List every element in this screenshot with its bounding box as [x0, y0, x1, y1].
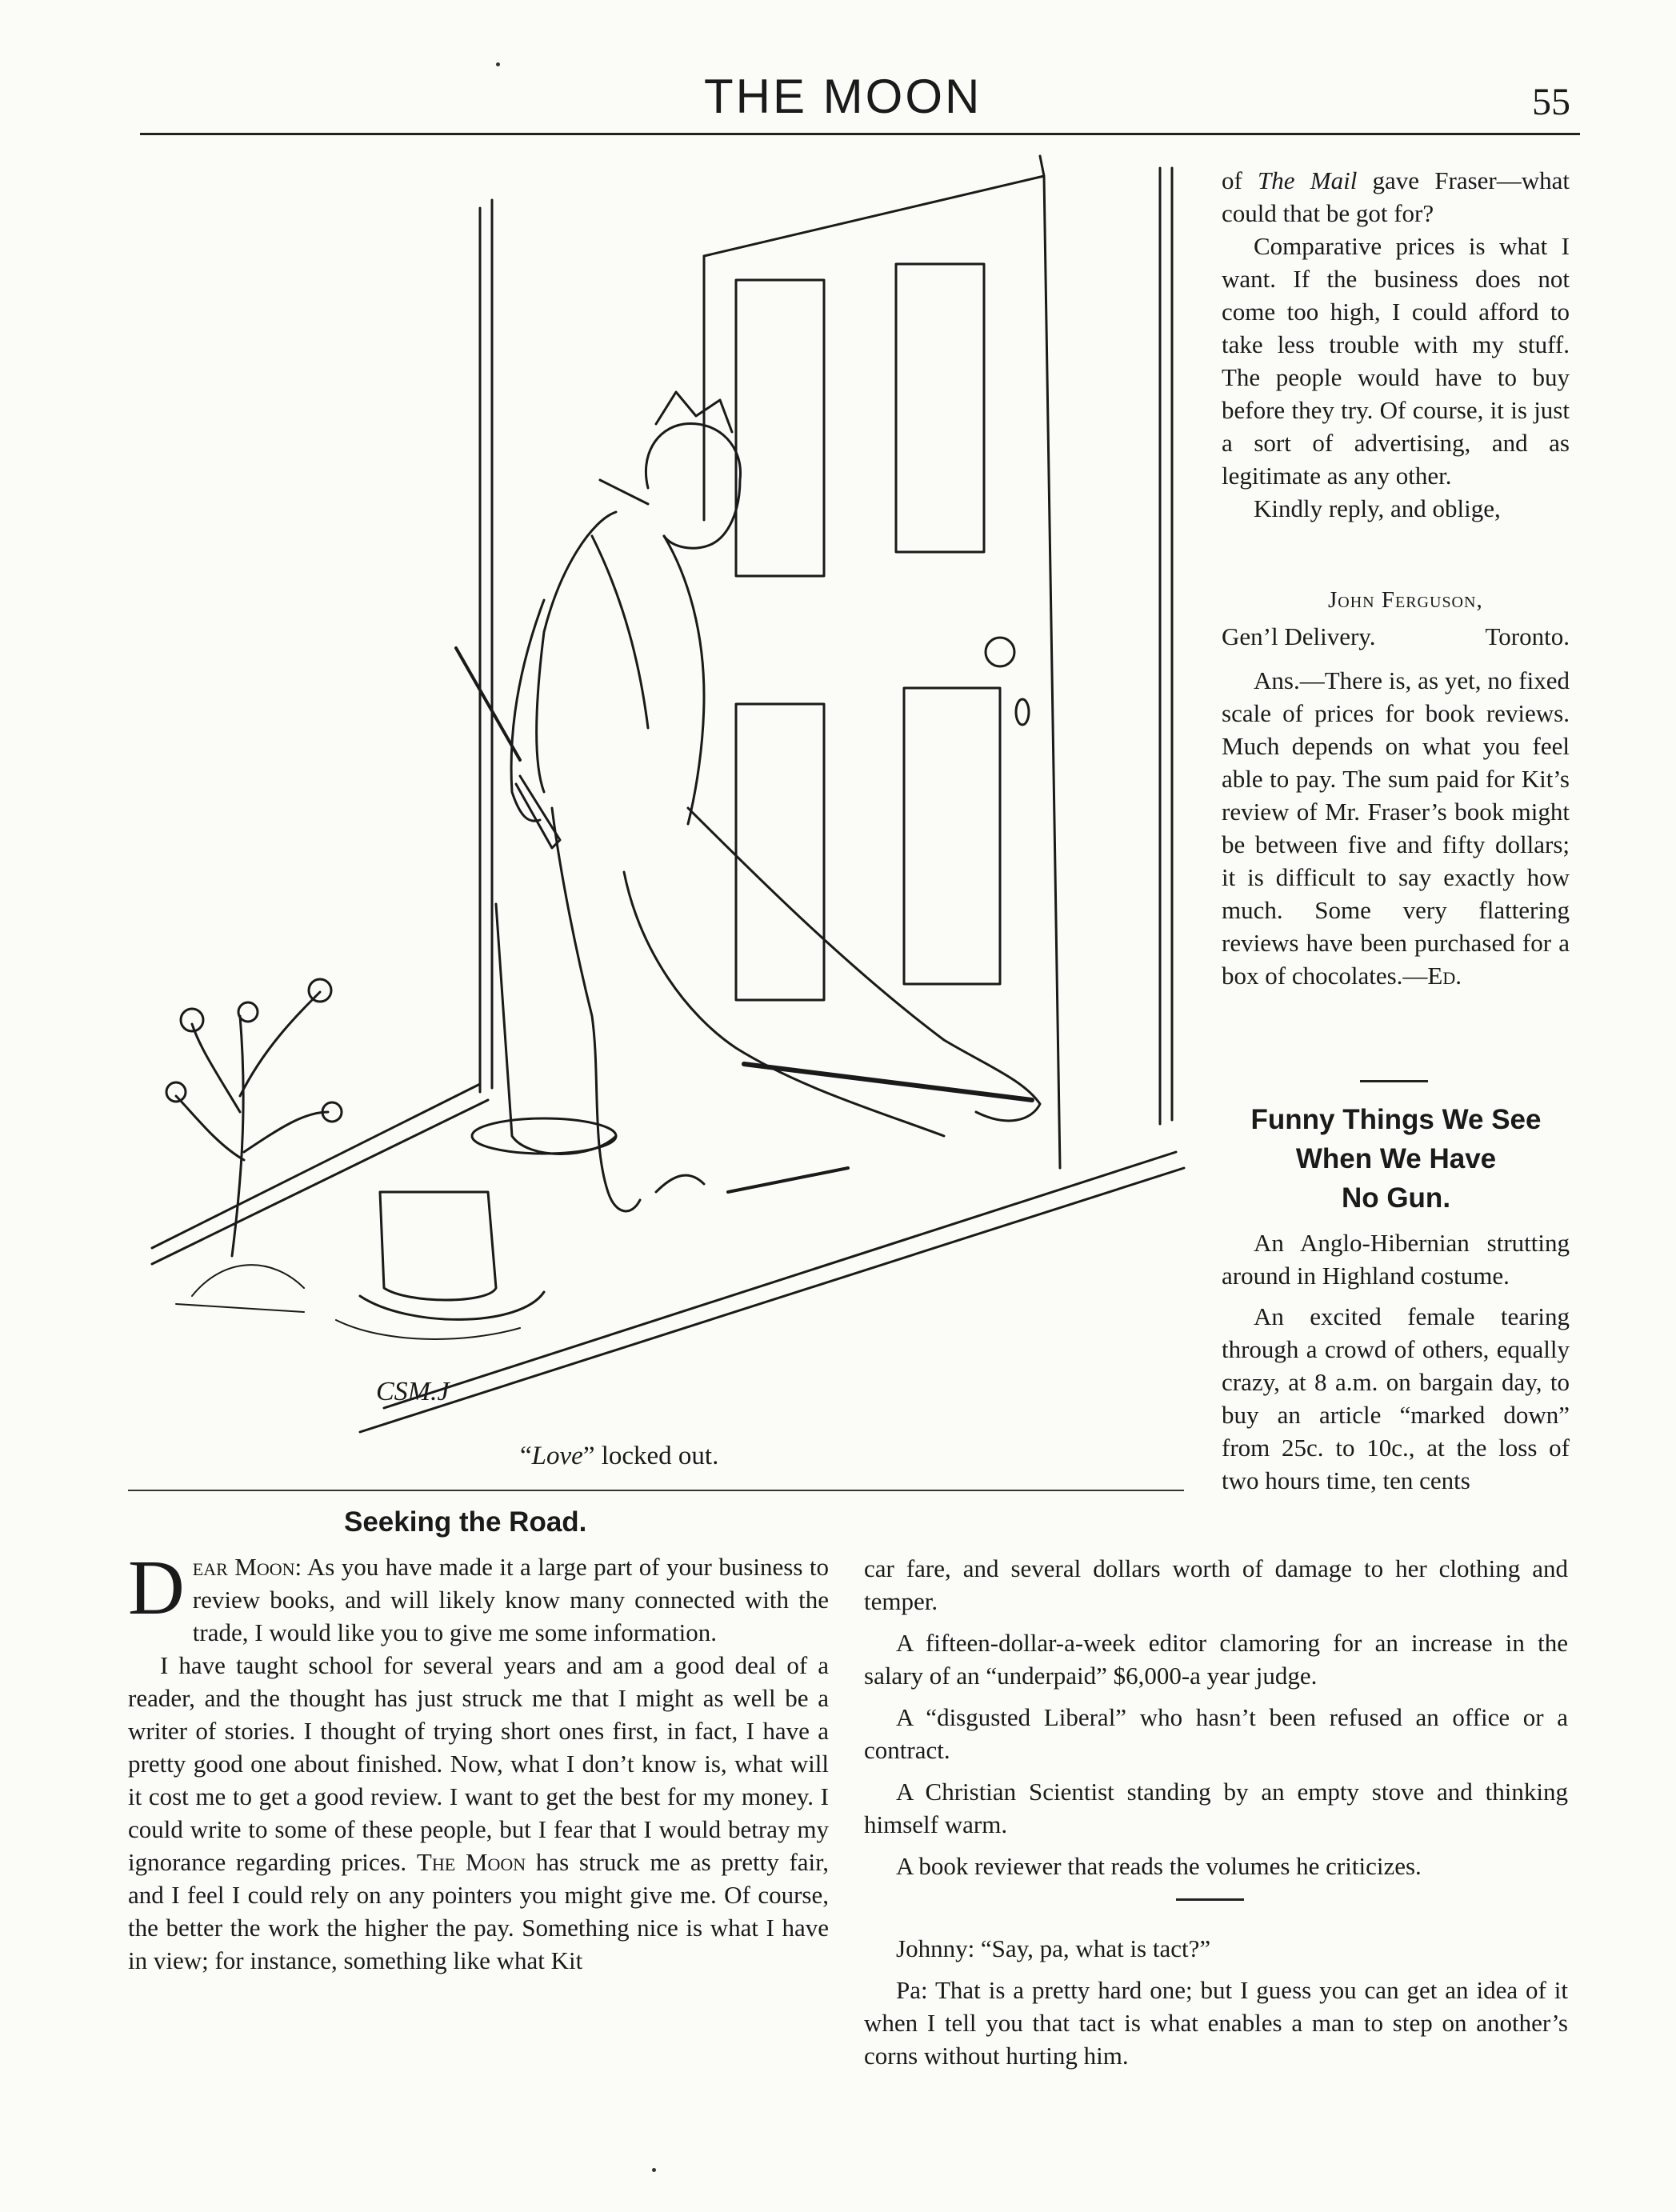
funny-things-heading [1212, 1100, 1580, 1218]
boy-leg-back [552, 808, 640, 1211]
heading-line: No Gun. [1341, 1182, 1451, 1214]
boy-back [537, 512, 616, 792]
section-divider [1360, 1080, 1428, 1082]
heading-line: When We Have [1295, 1143, 1497, 1174]
letter-continuation-right [1222, 164, 1570, 525]
bucket-rim [472, 1118, 616, 1154]
boy-front [664, 536, 704, 824]
signature-address: Gen’l Delivery. [1222, 622, 1376, 650]
vest-seam [592, 536, 648, 728]
letter-paragraph: Comparative prices is what I want. If the business does not come too high, I could afford to take less trouble with my stuff. The people would have to buy before they try. Of course, it is just a sort of advertising, and as legitimate as any other. [1222, 232, 1570, 490]
dialog-line: Pa: That is a pretty hard one; but I guess you can get an idea of it when I tell you that tact is what enables a man to step on another’s corns without hurting him. [864, 1976, 1568, 2070]
letter-body [128, 1545, 829, 1977]
boy-ear-tie [600, 480, 648, 504]
illustration-caption [520, 1442, 718, 1471]
text-fragment: I have taught school for several years and am a good deal of a reader, and the thought has just struck me that I might as well be a writer of stories. I thought of trying short ones first, in fact, I have a pretty good one about finished. Now, what I don’t know is, what will it cost me to get a good review. I want to get the best for my money. I could write to some of these people, but I fear that I would betray my ignorance regarding prices. [128, 1651, 829, 1876]
letter-closing: Kindly reply, and oblige, [1254, 494, 1501, 522]
funny-item: A “disgusted Liberal” who hasn’t been refused an office or a contract. [864, 1703, 1568, 1764]
rose-flower [238, 1002, 258, 1022]
text-fragment: : As you have made it a large part of your business to review books, and will likely know many connected with the trade, I would like you to give me some information. [192, 1553, 829, 1646]
funny-item: A fifteen-dollar-a-week editor clamoring for an increase in the salary of an “underpaid” $6,000-a year judge. [864, 1629, 1568, 1690]
door-shadow [744, 1064, 1032, 1100]
header-rule [140, 133, 1580, 135]
wall-baseboard-line [152, 1084, 480, 1248]
text-fragment: has struck me as pretty fair, and I feel I could rely on any pointers you might give me. Of course, the better the work the higher the pay. Something nice is what I have in view; for instance, something like what Kit [128, 1848, 829, 1974]
answer-text: Ans.—There is, as yet, no fixed scale of prices for book reviews. Much depends on what you feel able to pay. The sum paid for Kit’s review of Mr. Fraser’s book might be between five and fifty dollars; it is difficult to say exactly how much. Some very flattering reviews have been purchased for a box of chocolates.— [1222, 666, 1570, 990]
boy-shoe-back [656, 1175, 704, 1192]
illustration-love-locked-out [144, 152, 1200, 1448]
funny-things-continued [864, 1552, 1568, 1891]
section-divider [1176, 1898, 1244, 1901]
door-outline [704, 176, 1060, 1168]
funny-item: An excited female tearing through a crowd of others, equally crazy, at 8 a.m. on bargain day, to buy an article “marked down” from 25c. to 10c., at the loss of two hours time, ten cents [1222, 1302, 1570, 1494]
masthead-title: THE MOON [704, 70, 982, 123]
text-fragment: gave Fraser—what could that be got for? [1222, 166, 1570, 227]
funny-item: A Christian Scientist standing by an empty stove and thinking himself warm. [864, 1778, 1568, 1838]
floor-line [360, 1168, 1184, 1432]
funny-item: A book reviewer that reads the volumes he criticizes. [896, 1852, 1422, 1880]
caption-quote-open: “ [520, 1442, 532, 1470]
funny-item-continuation: car fare, and several dollars worth of damage to her clothing and temper. [864, 1554, 1568, 1615]
letter-signature-name: John Ferguson, [1328, 587, 1483, 613]
keyhole [1016, 699, 1029, 725]
boy-leg-kicking-under [624, 872, 944, 1136]
rose-flower [166, 1082, 186, 1102]
editor-sign: Ed. [1427, 962, 1462, 990]
newspaper-title: The Mail [1258, 166, 1358, 194]
boy-hair [656, 392, 732, 432]
page-number: 55 [1532, 81, 1570, 123]
print-speck [496, 62, 500, 66]
boy-head [646, 424, 740, 549]
top-hat-brim [360, 1292, 544, 1319]
caption-italic: Love [531, 1442, 583, 1470]
funny-item: An Anglo-Hibernian strutting around in Highland costume. [1222, 1229, 1570, 1290]
rose-flower [181, 1009, 203, 1031]
salutation: ear Moon [192, 1553, 295, 1581]
top-hat [380, 1192, 496, 1300]
letter-signature-address [1222, 622, 1570, 651]
print-speck [652, 2168, 656, 2172]
hat-shadow-scribble [336, 1320, 520, 1339]
editor-answer [1222, 664, 1570, 992]
artist-signature: CSM.J [376, 1377, 450, 1406]
rose-flower [309, 979, 331, 1002]
publication-name: The Moon [416, 1848, 526, 1876]
hammer-handle [456, 648, 520, 760]
heading-line: Funny Things We See [1250, 1104, 1542, 1135]
door-knob [986, 638, 1014, 666]
door-panel-upper-left [736, 280, 824, 576]
caption-rule [128, 1490, 1184, 1491]
answer-paragraph [1222, 664, 1570, 992]
rose-bush-roots [176, 1265, 304, 1312]
threshold-line [384, 1152, 1176, 1408]
drop-cap: D [128, 1545, 185, 1631]
door-panel-lower-left [736, 704, 824, 1000]
boy-leg-kicking [688, 808, 1040, 1121]
article-title: Seeking the Road. [344, 1506, 587, 1538]
caption-rest: ” locked out. [582, 1442, 719, 1470]
joke-dialog [864, 1932, 1568, 2081]
dropped-stick [728, 1168, 848, 1192]
letter-paragraph [128, 1649, 829, 1977]
door-panel-upper-right [896, 264, 984, 552]
funny-things-list [1222, 1226, 1570, 1497]
door-top-edge [1040, 156, 1044, 176]
door-panel-lower-right [904, 688, 1000, 984]
signature-city: Toronto. [1485, 622, 1570, 650]
text-fragment: of [1222, 166, 1258, 194]
letter-continuation-paragraph [1222, 164, 1570, 230]
dialog-line: Johnny: “Say, pa, what is tact?” [896, 1934, 1211, 1962]
letter-opening [128, 1545, 829, 1649]
